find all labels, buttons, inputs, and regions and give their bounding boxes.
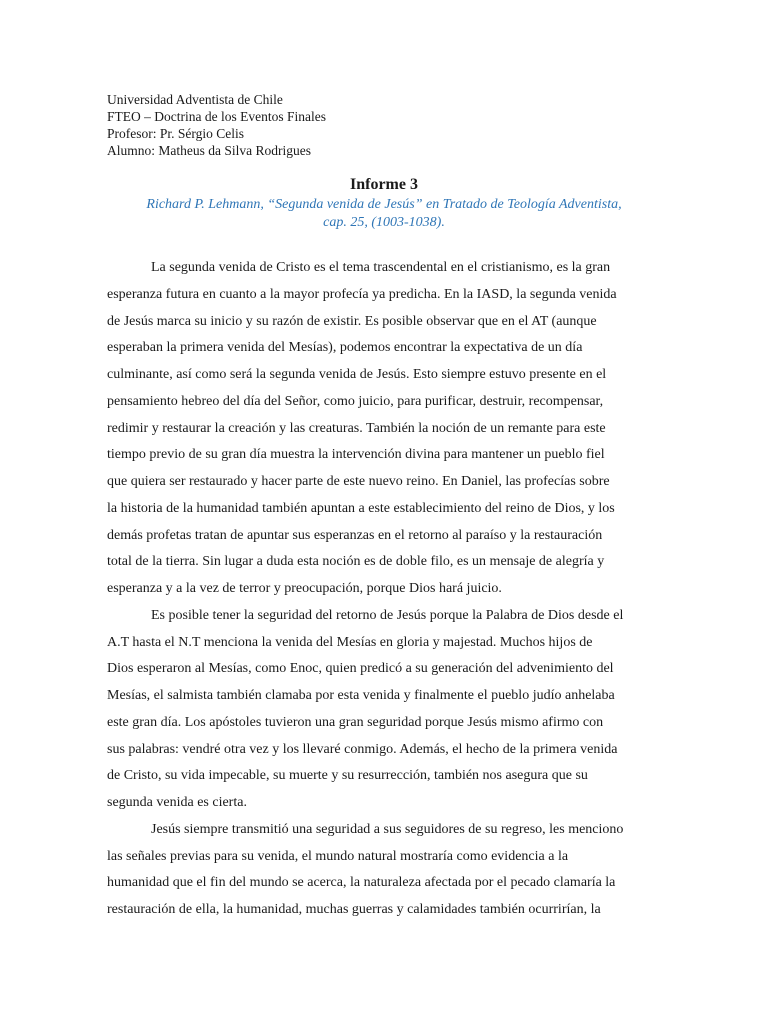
body-line: A.T hasta el N.T menciona la venida del Mesías en gloria y majestad. Muchos hijos de [107, 634, 593, 650]
body-line: esperanza y a la vez de terror y preocupación, porque Dios hará juicio. [107, 581, 502, 596]
body-line: Es posible tener la seguridad del retorno de Jesús porque la Palabra de Dios desde el [151, 607, 624, 623]
body-line: Dios esperaron al Mesías, como Enoc, quien predicó a su generación del advenimiento del [107, 661, 614, 677]
body-line: culminante, así como será la segunda venida de Jesús. Esto siempre estuvo presente en el [107, 367, 607, 382]
body-line: Mesías, el salmista también clamaba por esta venida y finalmente el pueblo judío anhelaba [107, 688, 615, 703]
report-title: Informe 3 [350, 176, 418, 193]
body-line: que quiera ser restaurado y hacer parte de este nuevo reino. En Daniel, las profecías sobre [107, 474, 610, 489]
body-line: la historia de la humanidad también apuntan a este establecimiento del reino de Dios, y los [107, 500, 615, 516]
body-line: de Jesús marca su inicio y su razón de existir. Es posible observar que en el AT (aunque [107, 313, 597, 329]
body-line: redimir y restaurar la creación y las creaturas. También la noción de un remante para este [107, 420, 606, 436]
citation [0, 196, 768, 231]
body-line: total de la tierra. Sin lugar a duda esta noción es de doble filo, es un mensaje de alegría y [107, 554, 605, 570]
body-line: Jesús siempre transmitió una seguridad a sus seguidores de su regreso, les menciono [151, 821, 624, 837]
body-line: La segunda venida de Cristo es el tema trascendental en el cristianismo, es la gran [151, 260, 611, 275]
body-line: sus palabras: vendré otra vez y los llevaré conmigo. Además, el hecho de la primera venida [107, 741, 618, 757]
body-line: esperaban la primera venida del Mesías), podemos encontrar la expectativa de un día [107, 340, 583, 356]
document-header [107, 91, 326, 159]
citation-line-2: cap. 25, (1003-1038). [323, 214, 445, 230]
header-student: Alumno: Matheus da Silva Rodrigues [107, 143, 311, 158]
body-line: restauración de ella, la humanidad, muchas guerras y calamidades también ocurrirían, la [107, 902, 601, 917]
body-line: humanidad que el fin del mundo se acerca, la naturaleza afectada por el pecado clamaría la [107, 875, 616, 891]
body-line: tiempo previo de su gran día muestra la intervención divina para mantener un pueblo fiel [107, 447, 605, 463]
body-line: segunda venida es cierta. [107, 795, 247, 810]
header-professor: Profesor: Pr. Sérgio Celis [107, 126, 245, 141]
header-course: FTEO – Doctrina de los Eventos Finales [107, 109, 326, 124]
body-text [107, 255, 667, 924]
header-university: Universidad Adventista de Chile [107, 92, 283, 107]
body-line: las señales previas para su venida, el mundo natural mostraría como evidencia a la [107, 848, 569, 864]
body-line: de Cristo, su vida impecable, su muerte y su resurrección, también nos asegura que su [107, 768, 588, 784]
body-line: demás profetas tratan de apuntar sus esperanzas en el retorno al paraíso y la restauración [107, 527, 603, 543]
body-line: pensamiento hebreo del día del Señor, como juicio, para purificar, destruir, recompensar, [107, 393, 604, 409]
citation-line-1: Richard P. Lehmann, “Segunda venida de Jesús” en Tratado de Teología Adventista, [146, 197, 622, 212]
body-line: esperanza futura en cuanto a la mayor profecía ya predicha. En la IASD, la segunda venida [107, 286, 617, 302]
body-line: este gran día. Los apóstoles tuvieron una gran seguridad porque Jesús mismo afirmo con [107, 714, 604, 730]
